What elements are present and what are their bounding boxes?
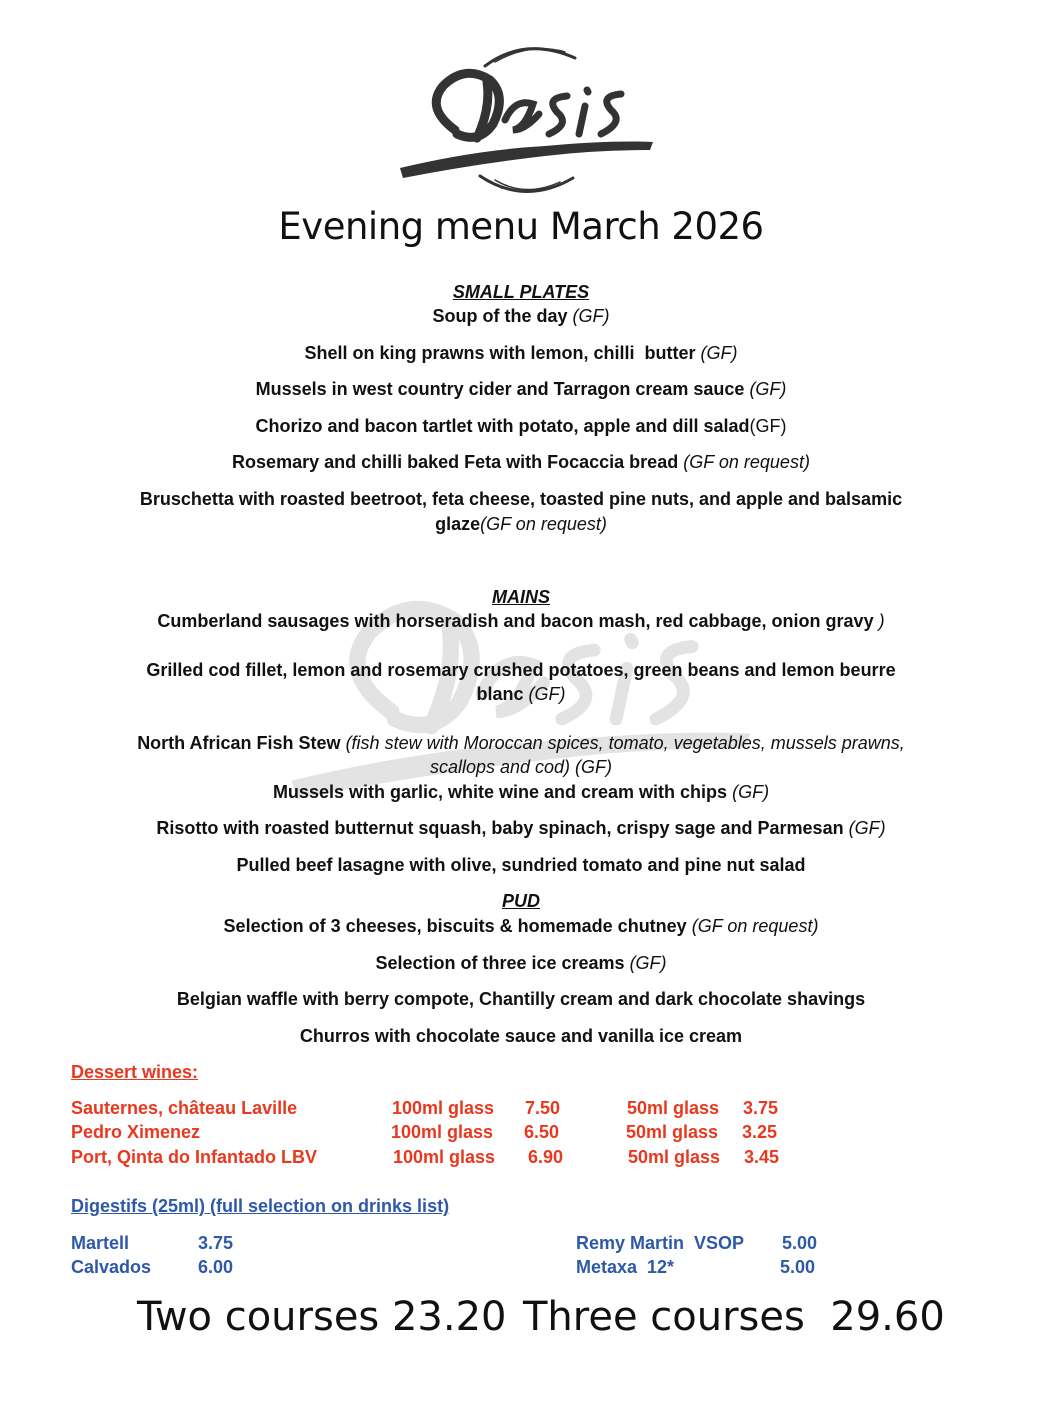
list-item: Churros with chocolate sauce and vanilla ice cream [299,1026,743,1046]
digestifs-heading: Digestifs (25ml) (full selection on drinks list) [71,1196,450,1216]
list-item: Bruschetta with roasted beetroot, feta cheese, toasted pine nuts, and apple and balsamic [139,489,903,509]
list-item: Cumberland sausages with horseradish and bacon mash, red cabbage, onion gravy ) [157,611,885,631]
list-item-continued: glaze(GF on request) [435,514,607,534]
section-heading-pud: PUD [501,891,540,911]
list-item-continued: scallops and cod) (GF) [429,757,613,777]
list-item: Risotto with roasted butternut squash, baby spinach, crispy sage and Parmesan (GF) [156,818,886,838]
list-item: Belgian waffle with berry compote, Chantilly cream and dark chocolate shavings [176,989,866,1009]
list-item: Shell on king prawns with lemon, chilli butter (GF) [304,343,738,363]
list-item: Chorizo and bacon tartlet with potato, apple and dill salad(GF) [255,416,787,436]
page-title: Evening menu March 2026 [278,205,764,248]
list-item: Selection of 3 cheeses, biscuits & homemade chutney (GF on request) [223,916,819,936]
section-heading-small-plates: SMALL PLATES [452,282,590,302]
three-courses-price: Three courses 29.60 [523,1294,945,1340]
section-heading-mains: MAINS [492,587,550,607]
list-item: Soup of the day (GF) [432,306,610,326]
dessert-wines-heading: Dessert wines: [71,1062,199,1082]
oasis-logo [395,38,657,198]
list-item: Mussels in west country cider and Tarragon cream sauce (GF) [255,379,787,399]
list-item: Grilled cod fillet, lemon and rosemary crushed potatoes, green beans and lemon beurre [146,660,896,680]
list-item: North African Fish Stew (fish stew with Moroccan spices, tomato, vegetables, mussels prawns, [137,733,905,753]
list-item: Rosemary and chilli baked Feta with Focaccia bread (GF on request) [232,452,810,472]
list-item: Mussels with garlic, white wine and cream with chips (GF) [272,782,770,802]
list-item-continued: blanc (GF) [476,684,566,704]
list-item: Selection of three ice creams (GF) [375,953,667,973]
two-courses-price: Two courses 23.20 [137,1294,507,1340]
list-item: Pulled beef lasagne with olive, sundried tomato and pine nut salad [236,855,806,875]
